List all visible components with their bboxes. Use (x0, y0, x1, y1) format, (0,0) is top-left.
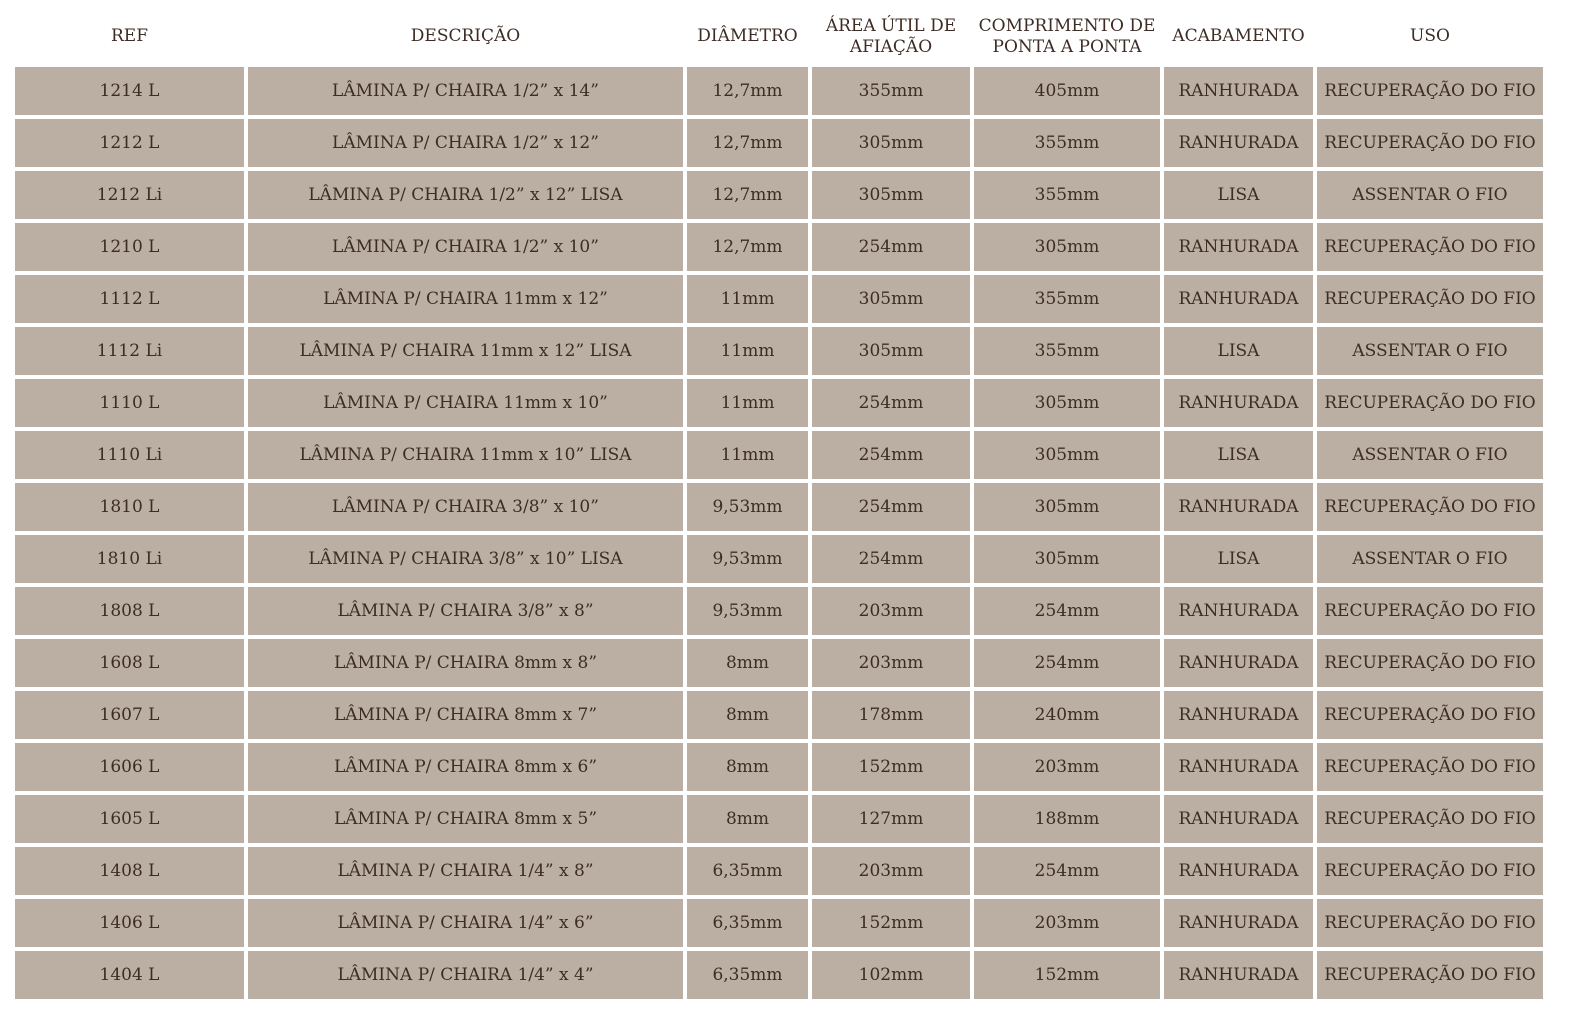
cell-ref: 1406 L (15, 899, 244, 947)
cell-diametro: 9,53mm (687, 587, 808, 635)
cell-area-util: 203mm (812, 639, 970, 687)
cell-diametro: 12,7mm (687, 67, 808, 115)
cell-acabamento: LISA (1164, 327, 1313, 375)
cell-acabamento: RANHURADA (1164, 847, 1313, 895)
cell-comprimento: 254mm (974, 847, 1160, 895)
cell-ref: 1210 L (15, 223, 244, 271)
header-acabamento: ACABAMENTO (1172, 26, 1305, 46)
cell-descricao: LÂMINA P/ CHAIRA 3/8” x 10” (248, 483, 683, 531)
cell-ref: 1605 L (15, 795, 244, 843)
cell-ref: 1607 L (15, 691, 244, 739)
cell-area-util: 178mm (812, 691, 970, 739)
cell-ref: 1810 L (15, 483, 244, 531)
cell-descricao: LÂMINA P/ CHAIRA 11mm x 10” LISA (248, 431, 683, 479)
cell-diametro: 12,7mm (687, 119, 808, 167)
cell-acabamento: RANHURADA (1164, 119, 1313, 167)
cell-uso: RECUPERAÇÃO DO FIO (1317, 743, 1543, 791)
cell-acabamento: RANHURADA (1164, 899, 1313, 947)
cell-uso: RECUPERAÇÃO DO FIO (1317, 899, 1543, 947)
cell-uso: RECUPERAÇÃO DO FIO (1317, 847, 1543, 895)
cell-descricao: LÂMINA P/ CHAIRA 1/2” x 14” (248, 67, 683, 115)
cell-diametro: 9,53mm (687, 535, 808, 583)
table-row (15, 795, 1543, 843)
cell-acabamento: LISA (1164, 431, 1313, 479)
cell-ref: 1408 L (15, 847, 244, 895)
cell-uso: ASSENTAR O FIO (1317, 171, 1543, 219)
cell-comprimento: 254mm (974, 639, 1160, 687)
cell-diametro: 11mm (687, 379, 808, 427)
cell-comprimento: 152mm (974, 951, 1160, 999)
cell-comprimento: 405mm (974, 67, 1160, 115)
cell-diametro: 8mm (687, 691, 808, 739)
table-row (15, 327, 1543, 375)
cell-acabamento: RANHURADA (1164, 223, 1313, 271)
cell-diametro: 6,35mm (687, 951, 808, 999)
cell-diametro: 9,53mm (687, 483, 808, 531)
cell-diametro: 8mm (687, 743, 808, 791)
cell-area-util: 152mm (812, 899, 970, 947)
table-row (15, 587, 1543, 635)
table-row (15, 847, 1543, 895)
cell-comprimento: 305mm (974, 535, 1160, 583)
cell-area-util: 254mm (812, 483, 970, 531)
cell-uso: RECUPERAÇÃO DO FIO (1317, 119, 1543, 167)
cell-diametro: 8mm (687, 795, 808, 843)
cell-descricao: LÂMINA P/ CHAIRA 11mm x 12” LISA (248, 327, 683, 375)
cell-area-util: 254mm (812, 379, 970, 427)
cell-ref: 1110 L (15, 379, 244, 427)
cell-comprimento: 355mm (974, 327, 1160, 375)
table-header-row (15, 10, 1543, 63)
table-row (15, 691, 1543, 739)
cell-ref: 1808 L (15, 587, 244, 635)
cell-diametro: 12,7mm (687, 171, 808, 219)
cell-comprimento: 254mm (974, 587, 1160, 635)
table-body (15, 67, 1543, 999)
table-row (15, 951, 1543, 999)
cell-diametro: 12,7mm (687, 223, 808, 271)
cell-acabamento: LISA (1164, 535, 1313, 583)
cell-acabamento: RANHURADA (1164, 483, 1313, 531)
cell-descricao: LÂMINA P/ CHAIRA 11mm x 10” (248, 379, 683, 427)
cell-descricao: LÂMINA P/ CHAIRA 8mm x 8” (248, 639, 683, 687)
cell-ref: 1404 L (15, 951, 244, 999)
cell-acabamento: RANHURADA (1164, 587, 1313, 635)
cell-area-util: 254mm (812, 223, 970, 271)
cell-uso: RECUPERAÇÃO DO FIO (1317, 67, 1543, 115)
cell-area-util: 152mm (812, 743, 970, 791)
cell-ref: 1608 L (15, 639, 244, 687)
cell-acabamento: RANHURADA (1164, 639, 1313, 687)
cell-comprimento: 355mm (974, 275, 1160, 323)
cell-comprimento: 203mm (974, 899, 1160, 947)
table-row (15, 899, 1543, 947)
table-row (15, 275, 1543, 323)
header-diametro: DIÂMETRO (697, 26, 798, 46)
table-row (15, 483, 1543, 531)
cell-descricao: LÂMINA P/ CHAIRA 8mm x 7” (248, 691, 683, 739)
cell-descricao: LÂMINA P/ CHAIRA 8mm x 6” (248, 743, 683, 791)
cell-uso: RECUPERAÇÃO DO FIO (1317, 691, 1543, 739)
cell-ref: 1212 Li (15, 171, 244, 219)
cell-ref: 1112 Li (15, 327, 244, 375)
cell-uso: RECUPERAÇÃO DO FIO (1317, 587, 1543, 635)
cell-comprimento: 305mm (974, 379, 1160, 427)
cell-area-util: 305mm (812, 327, 970, 375)
table-row (15, 171, 1543, 219)
table-row (15, 223, 1543, 271)
cell-diametro: 8mm (687, 639, 808, 687)
cell-comprimento: 240mm (974, 691, 1160, 739)
product-spec-table (11, 6, 1547, 1003)
cell-ref: 1212 L (15, 119, 244, 167)
cell-acabamento: RANHURADA (1164, 795, 1313, 843)
table-row (15, 67, 1543, 115)
table-row (15, 639, 1543, 687)
cell-comprimento: 305mm (974, 431, 1160, 479)
cell-descricao: LÂMINA P/ CHAIRA 1/2” x 10” (248, 223, 683, 271)
header-ref: REF (110, 26, 148, 46)
cell-diametro: 11mm (687, 327, 808, 375)
cell-uso: ASSENTAR O FIO (1317, 327, 1543, 375)
cell-area-util: 102mm (812, 951, 970, 999)
cell-uso: ASSENTAR O FIO (1317, 535, 1543, 583)
cell-uso: RECUPERAÇÃO DO FIO (1317, 223, 1543, 271)
cell-acabamento: RANHURADA (1164, 275, 1313, 323)
cell-descricao: LÂMINA P/ CHAIRA 1/2” x 12” (248, 119, 683, 167)
cell-descricao: LÂMINA P/ CHAIRA 1/4” x 4” (248, 951, 683, 999)
cell-uso: RECUPERAÇÃO DO FIO (1317, 951, 1543, 999)
cell-diametro: 6,35mm (687, 847, 808, 895)
cell-ref: 1112 L (15, 275, 244, 323)
cell-acabamento: RANHURADA (1164, 743, 1313, 791)
cell-comprimento: 188mm (974, 795, 1160, 843)
table-row (15, 743, 1543, 791)
header-comprimento: COMPRIMENTO DE PONTA A PONTA (978, 15, 1156, 57)
cell-ref: 1810 Li (15, 535, 244, 583)
cell-descricao: LÂMINA P/ CHAIRA 3/8” x 8” (248, 587, 683, 635)
cell-descricao: LÂMINA P/ CHAIRA 1/4” x 8” (248, 847, 683, 895)
cell-area-util: 254mm (812, 431, 970, 479)
cell-ref: 1110 Li (15, 431, 244, 479)
table-row (15, 431, 1543, 479)
cell-uso: RECUPERAÇÃO DO FIO (1317, 379, 1543, 427)
cell-acabamento: RANHURADA (1164, 691, 1313, 739)
cell-acabamento: LISA (1164, 171, 1313, 219)
cell-comprimento: 355mm (974, 119, 1160, 167)
cell-comprimento: 305mm (974, 223, 1160, 271)
cell-acabamento: RANHURADA (1164, 379, 1313, 427)
cell-ref: 1214 L (15, 67, 244, 115)
cell-comprimento: 355mm (974, 171, 1160, 219)
cell-area-util: 203mm (812, 587, 970, 635)
cell-diametro: 6,35mm (687, 899, 808, 947)
cell-descricao: LÂMINA P/ CHAIRA 1/4” x 6” (248, 899, 683, 947)
cell-acabamento: RANHURADA (1164, 67, 1313, 115)
cell-uso: RECUPERAÇÃO DO FIO (1317, 639, 1543, 687)
cell-descricao: LÂMINA P/ CHAIRA 3/8” x 10” LISA (248, 535, 683, 583)
cell-area-util: 127mm (812, 795, 970, 843)
cell-comprimento: 203mm (974, 743, 1160, 791)
cell-area-util: 203mm (812, 847, 970, 895)
table-row (15, 379, 1543, 427)
table-row (15, 535, 1543, 583)
cell-descricao: LÂMINA P/ CHAIRA 1/2” x 12” LISA (248, 171, 683, 219)
cell-uso: RECUPERAÇÃO DO FIO (1317, 795, 1543, 843)
header-descricao: DESCRIÇÃO (410, 26, 521, 46)
cell-diametro: 11mm (687, 431, 808, 479)
table-row (15, 119, 1543, 167)
cell-area-util: 305mm (812, 119, 970, 167)
cell-descricao: LÂMINA P/ CHAIRA 11mm x 12” (248, 275, 683, 323)
cell-area-util: 305mm (812, 171, 970, 219)
cell-uso: ASSENTAR O FIO (1317, 431, 1543, 479)
header-uso: USO (1410, 26, 1450, 46)
cell-area-util: 305mm (812, 275, 970, 323)
cell-diametro: 11mm (687, 275, 808, 323)
cell-ref: 1606 L (15, 743, 244, 791)
cell-descricao: LÂMINA P/ CHAIRA 8mm x 5” (248, 795, 683, 843)
cell-uso: RECUPERAÇÃO DO FIO (1317, 483, 1543, 531)
header-area-util: ÁREA ÚTIL DE AFIAÇÃO (825, 15, 957, 57)
cell-comprimento: 305mm (974, 483, 1160, 531)
cell-area-util: 254mm (812, 535, 970, 583)
cell-acabamento: RANHURADA (1164, 951, 1313, 999)
cell-area-util: 355mm (812, 67, 970, 115)
cell-uso: RECUPERAÇÃO DO FIO (1317, 275, 1543, 323)
